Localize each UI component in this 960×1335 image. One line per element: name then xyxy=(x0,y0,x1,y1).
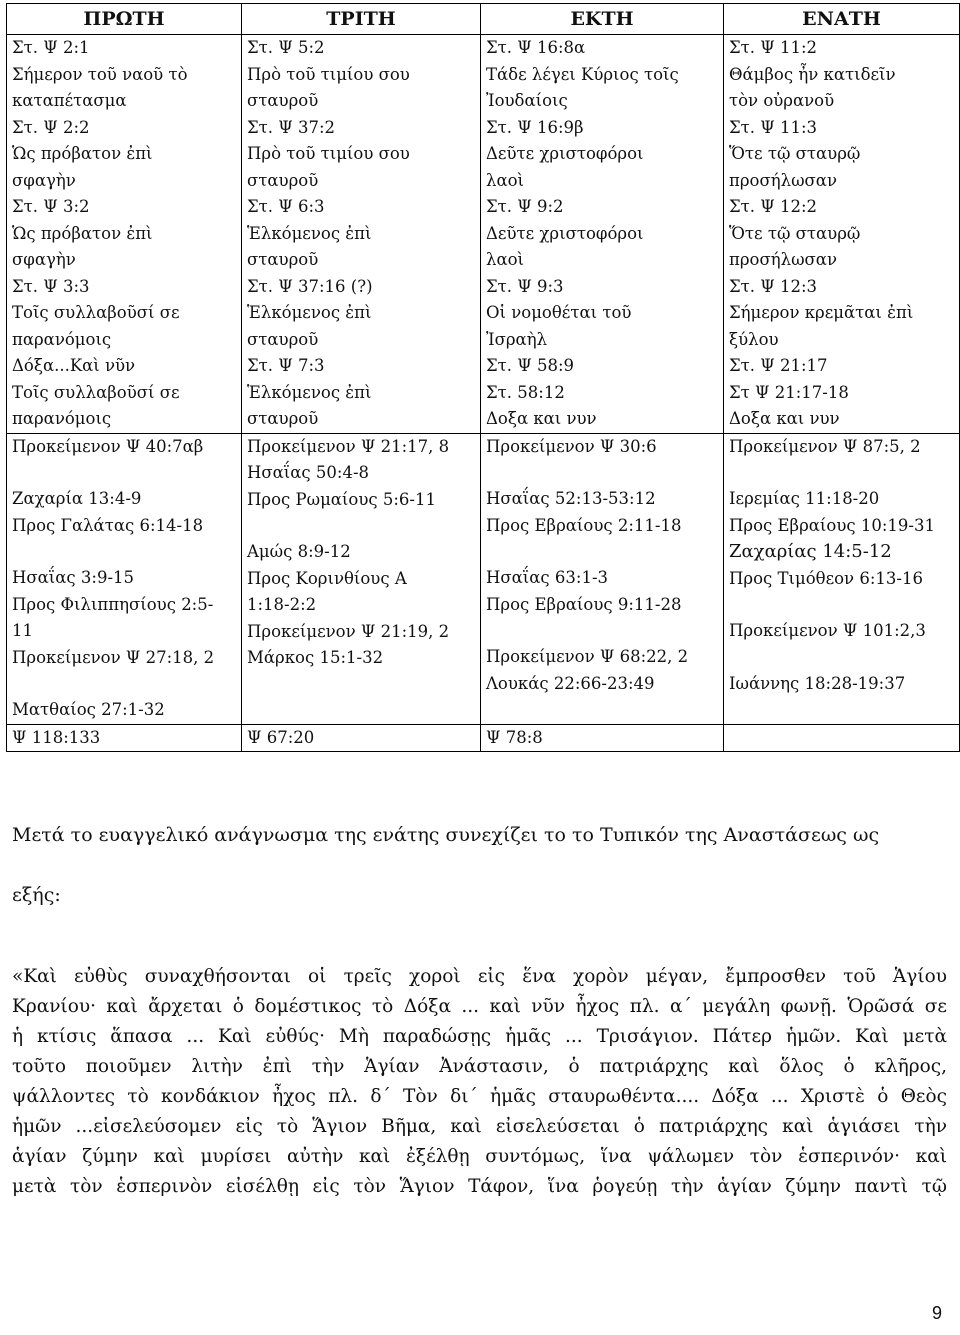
reading: Αμώς 8:9-12 xyxy=(247,542,351,561)
psalm-verse-line: σταυροῦ xyxy=(247,170,319,190)
psalm-verse-line: σταυροῦ xyxy=(247,329,319,349)
reading: 1:18-2:2 xyxy=(247,595,317,614)
instruction-line: εξής: xyxy=(12,884,61,906)
psalm-verse-line: σταυροῦ xyxy=(247,250,319,269)
psalm-verse-line: Ἑλκόμενος ἐπὶ xyxy=(247,303,372,322)
header-sixth-hour: ΕΚΤΗ xyxy=(481,4,724,35)
psalm-verse-line: Στ. Ψ 16:8α xyxy=(486,38,586,57)
psalm-verse-line: Στ. 58:12 xyxy=(486,382,565,402)
psalm-verse-line: Δοξα και νυν xyxy=(486,409,597,428)
psalm-verse-line: Στ. Ψ 3:3 xyxy=(12,276,90,296)
psalm-verse-line: Στ. Ψ 9:2 xyxy=(486,197,564,216)
header-first-hour: ΠΡΩΤΗ xyxy=(7,4,242,35)
psalm-verse-line: ξύλου xyxy=(729,329,779,349)
header-row xyxy=(7,4,960,35)
prokeimenon: Προκείμενον Ψ 68:22, 2 xyxy=(486,647,689,666)
reading: Ησαΐας 52:13-53:12 xyxy=(486,489,656,508)
psalm-verse-line: προσήλωσαν xyxy=(729,170,837,190)
prokeimenon: Προκείμενον Ψ 30:6 xyxy=(486,436,657,456)
psalm-verse-line: Στ. Ψ 37:16 (?) xyxy=(247,276,373,296)
gospel-reading: Ματθαίος 27:1-32 xyxy=(12,700,165,719)
reading: Ζαχαρίας 14:5-12 xyxy=(729,541,892,562)
readings-cell-first xyxy=(7,433,242,724)
psalm-verse-line: Δεῦτε χριστοφόροι xyxy=(486,144,644,163)
psalm-verse-line: Πρὸ τοῦ τιμίου σου xyxy=(247,64,410,84)
final-psalm-sixth: Ψ 78:8 xyxy=(481,724,724,752)
psalm-verse-line: Θάμβος ἦν κατιδεῖν xyxy=(729,64,896,84)
psalm-verse-line: Στ. Ψ 12:3 xyxy=(729,276,818,296)
psalm-verse-line: Στ. Ψ 21:17 xyxy=(729,356,828,375)
quotation-line: ἡμῶν ...εἰσελεύσομεν εἰς τὸ Ἅγιον Βῆμα, καὶ εἰσελεύσεται ὁ πατριάρχης καὶ ἁγιάσει τὴν xyxy=(12,1116,947,1137)
quotation-line: ἁγίαν ζύμην καὶ μυρίσει αὐτὴν καὶ ἐξέλθῃ συντόμως, ἵνα ψάλωμεν τὸν ἑσπερινόν· καὶ xyxy=(12,1146,947,1167)
prokeimenon: Προκείμενον Ψ 87:5, 2 xyxy=(729,436,921,456)
psalm-verse-line: σφαγὴν xyxy=(12,250,76,269)
psalm-verse-line: Ὅτε τῷ σταυρῷ xyxy=(729,144,861,163)
psalm-cell-first xyxy=(7,35,242,434)
psalm-verse-line: Ἰουδαίοις xyxy=(486,91,568,110)
psalm-verse-line: Σήμερον κρεμᾶται ἐπὶ xyxy=(729,303,914,322)
page-number: 9 xyxy=(931,1303,942,1323)
instruction-paragraph xyxy=(12,822,942,906)
reading: Ζαχαρία 13:4-9 xyxy=(12,489,142,508)
reading: 11 xyxy=(12,621,33,640)
psalm-verse-line: Ἰσραὴλ xyxy=(486,329,548,349)
prokeimenon: Προκείμενον Ψ 21:19, 2 xyxy=(247,621,450,641)
psalm-verse-line: Σήμερον τοῦ ναοῦ τὸ xyxy=(12,64,188,84)
psalm-verse-line: Ὅτε τῷ σταυρῷ xyxy=(729,223,861,243)
psalm-verse-line: Τάδε λέγει Κύριος τοῖς xyxy=(486,64,679,84)
psalm-verse-line: Στ. Ψ 12:2 xyxy=(729,197,818,216)
quotation-line: ψάλλοντες τὸ κονδάκιον ἦχος πλ. δ΄ Τὸν δι΄ ἡμᾶς σταυρωθέντα.... Δόξα ... Χριστὲ ὁ Θεὸς xyxy=(12,1086,947,1107)
quotation-line: ἡ κτίσις ἅπασα ... Καὶ εὐθύς· Μὴ παραδώσῃς ἡμᾶς ... Τρισάγιον. Πάτερ ἡμῶν. Καὶ μετὰ xyxy=(12,1026,947,1047)
psalm-verse-line: Οἱ νομοθέται τοῦ xyxy=(486,303,632,322)
quotation-line: μετὰ τὸν ἑσπερινὸν εἰσέλθῃ εἰς τὸν Ἅγιον Τάφον, ἵνα ῥογεύῃ τὴν ἁγίαν ζύμην παντὶ τῷ xyxy=(12,1176,947,1197)
psalm-verse-line: Στ. Ψ 6:3 xyxy=(247,197,325,216)
final-psalm-third: Ψ 67:20 xyxy=(242,724,481,752)
psalm-verse-line: Στ. Ψ 5:2 xyxy=(247,38,325,57)
psalm-verse-line: Στ. Ψ 11:2 xyxy=(729,38,818,57)
readings-row xyxy=(7,433,960,724)
header-third-hour: ΤΡΙΤΗ xyxy=(242,4,481,35)
psalm-verse-line: Ἑλκόμενος ἐπὶ xyxy=(247,382,372,402)
quotation-line: τοῦτο ποιοῦμεν λιτὴν ἐπὶ τὴν Ἁγίαν Ἀνάστασιν, ὁ πατριάρχης καὶ ὅλος ὁ κλῆρος, xyxy=(12,1056,947,1077)
psalm-cell-sixth xyxy=(481,35,724,434)
psalm-verse-line: παρανόμοις xyxy=(12,409,112,428)
psalm-verse-line: Στ. Ψ 7:3 xyxy=(247,356,325,375)
reading: Προς Εβραίους 2:11-18 xyxy=(486,515,682,535)
psalm-verse-line: λαοὶ xyxy=(486,170,525,190)
psalm-verse-line: σφαγὴν xyxy=(12,170,76,190)
psalm-verse-line: Τοῖς συλλαβοῦσί σε xyxy=(12,382,180,402)
quotation-line: Κρανίου· καὶ ἄρχεται ὁ δομέστικος τὸ Δόξα ... καὶ νῦν ἦχος πλ. α΄ μεγάλη φωνῇ. Ὁρῶσά σε xyxy=(12,996,947,1017)
psalm-verse-line: Ἑλκόμενος ἐπὶ xyxy=(247,223,372,243)
psalm-verse-line: Στ. Ψ 16:9β xyxy=(486,117,584,137)
prokeimenon: Προκείμενον Ψ 101:2,3 xyxy=(729,621,926,640)
psalm-verse-line: Στ. Ψ 2:1 xyxy=(12,38,90,57)
reading: Ησαΐας 3:9-15 xyxy=(12,568,135,587)
reading: Προς Ρωμαίους 5:6-11 xyxy=(247,489,436,509)
readings-cell-sixth xyxy=(481,433,724,724)
psalm-verse-line: Πρὸ τοῦ τιμίου σου xyxy=(247,144,410,163)
prokeimenon: Προκείμενον Ψ 40:7αβ xyxy=(12,436,204,456)
psalm-verse-line: Στ Ψ 21:17-18 xyxy=(729,382,849,402)
reading: Ιερεμίας 11:18-20 xyxy=(729,489,880,508)
psalm-verse-line: Δόξα...Καὶ νῦν xyxy=(12,356,136,375)
psalm-cell-third xyxy=(242,35,481,434)
lectionary-table xyxy=(6,3,960,752)
gospel-reading: Ιωάννης 18:28-19:37 xyxy=(729,673,906,693)
psalm-verse-line: καταπέτασμα xyxy=(12,91,127,110)
final-psalm-ninth-empty xyxy=(724,724,960,752)
reading: Ησαΐας 50:4-8 xyxy=(247,463,370,482)
reading: Προς Γαλάτας 6:14-18 xyxy=(12,515,204,535)
reading: Προς Φιλιππησίους 2:5- xyxy=(12,594,214,614)
psalm-verse-line: Στ. Ψ 37:2 xyxy=(247,117,336,137)
psalm-verse-line: σταυροῦ xyxy=(247,409,319,428)
reading: Προς Εβραίους 9:11-28 xyxy=(486,594,682,614)
prokeimenon: Προκείμενον Ψ 21:17, 8 xyxy=(247,436,450,456)
psalm-verse-line: Δοξα και νυν xyxy=(729,409,840,428)
readings-cell-ninth xyxy=(724,433,960,724)
psalm-verse-line: Τοῖς συλλαβοῦσί σε xyxy=(12,303,180,322)
psalm-verses-row xyxy=(7,35,960,434)
header-ninth-hour: ΕΝΑΤΗ xyxy=(724,4,960,35)
readings-cell-third xyxy=(242,433,481,724)
reading: Προς Εβραίους 10:19-31 xyxy=(729,515,935,535)
psalm-verse-line: Δεῦτε χριστοφόροι xyxy=(486,223,644,243)
psalm-verse-line: Στ. Ψ 11:3 xyxy=(729,117,818,137)
psalm-verse-line: προσήλωσαν xyxy=(729,250,837,269)
reading: Προς Τιμόθεον 6:13-16 xyxy=(729,568,923,588)
psalm-verse-line: σταυροῦ xyxy=(247,91,319,110)
final-psalm-row xyxy=(7,724,960,752)
psalm-verse-line: τὸν οὐρανοῦ xyxy=(729,91,835,110)
reading: Προς Κορινθίους Α xyxy=(247,568,407,588)
instruction-line: Μετά το ευαγγελικό ανάγνωσμα της ενάτης συνεχίζει το το Τυπικόν της Αναστάσεως ως xyxy=(12,824,880,846)
psalm-verse-line: λαοὶ xyxy=(486,250,525,269)
psalm-verse-line: παρανόμοις xyxy=(12,329,112,349)
reading: Ησαΐας 63:1-3 xyxy=(486,568,609,587)
typikon-quotation xyxy=(12,962,947,1202)
gospel-reading: Μάρκος 15:1-32 xyxy=(247,648,384,667)
psalm-cell-ninth xyxy=(724,35,960,434)
psalm-verse-line: Στ. Ψ 2:2 xyxy=(12,117,90,137)
psalm-verse-line: Στ. Ψ 3:2 xyxy=(12,197,90,216)
psalm-verse-line: Ὡς πρόβατον ἐπὶ xyxy=(12,144,153,163)
psalm-verse-line: Στ. Ψ 9:3 xyxy=(486,276,564,296)
prokeimenon: Προκείμενον Ψ 27:18, 2 xyxy=(12,647,215,667)
quotation-line: «Καὶ εὐθὺς συναχθήσονται οἱ τρεῖς χοροὶ εἰς ἕνα χορὸν μέγαν, ἔμπροσθεν τοῦ Ἁγίου xyxy=(12,966,947,987)
psalm-verse-line: Στ. Ψ 58:9 xyxy=(486,356,575,375)
final-psalm-first: Ψ 118:133 xyxy=(7,724,242,752)
gospel-reading: Λουκάς 22:66-23:49 xyxy=(486,673,655,693)
psalm-verse-line: Ὡς πρόβατον ἐπὶ xyxy=(12,223,153,243)
